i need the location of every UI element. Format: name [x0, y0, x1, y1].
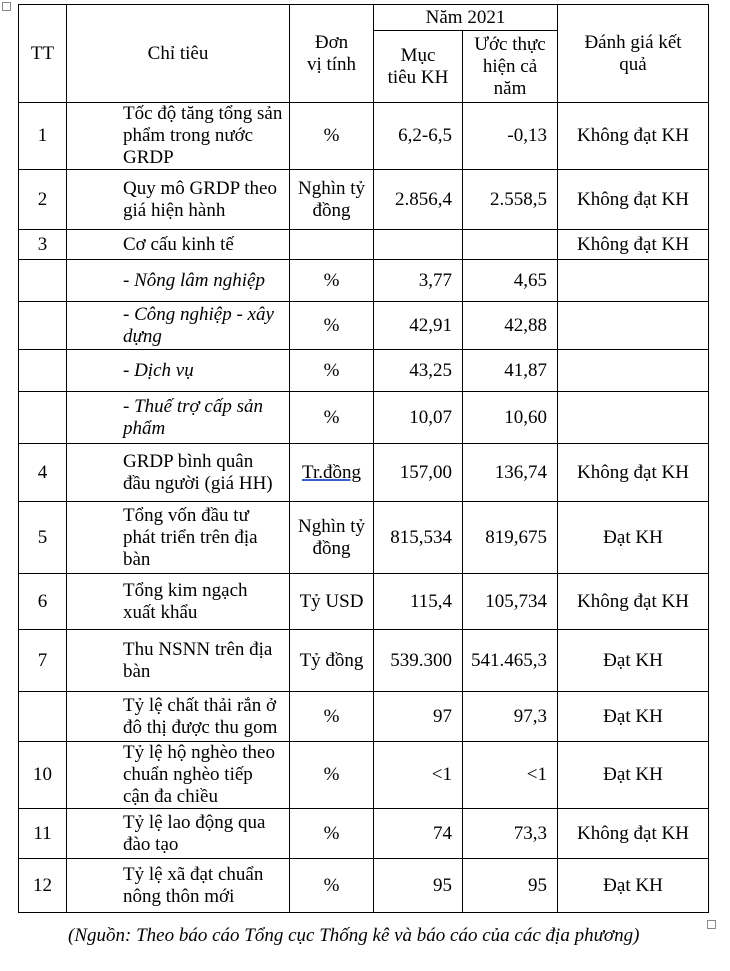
row-target: 539.300: [374, 630, 463, 692]
table-resize-handle[interactable]: [707, 920, 716, 929]
row-target: 10,07: [374, 392, 463, 444]
table-row: [19, 230, 709, 260]
row-unit: %: [290, 350, 374, 392]
row-indicator: Tỷ lệ hộ nghèo theo chuẩn nghèo tiếp cận đa chiều: [67, 742, 290, 809]
header-unit: Đơn vị tính: [290, 5, 374, 103]
row-estimate: 4,65: [463, 260, 558, 302]
table-row: [19, 444, 709, 502]
row-indicator: - Công nghiệp - xây dựng: [67, 302, 290, 350]
row-target: <1: [374, 742, 463, 809]
table-row: [19, 392, 709, 444]
row-target: 43,25: [374, 350, 463, 392]
row-number: 6: [19, 574, 67, 630]
row-target: [374, 230, 463, 260]
row-evaluation: [558, 350, 709, 392]
row-number: 10: [19, 742, 67, 809]
header-estimate: Ước thực hiện cả năm: [463, 31, 558, 103]
row-indicator: Tổng vốn đầu tư phát triển trên địa bàn: [67, 502, 290, 574]
row-estimate: 95: [463, 859, 558, 913]
row-target: 3,77: [374, 260, 463, 302]
row-target: 2.856,4: [374, 170, 463, 230]
row-target: 42,91: [374, 302, 463, 350]
table-row: [19, 170, 709, 230]
row-number: 12: [19, 859, 67, 913]
table-row: [19, 502, 709, 574]
row-estimate: 42,88: [463, 302, 558, 350]
row-evaluation: Không đạt KH: [558, 809, 709, 859]
row-indicator: Tổng kim ngạch xuất khẩu: [67, 574, 290, 630]
row-unit: Tr.đồng: [290, 444, 374, 502]
row-target: 157,00: [374, 444, 463, 502]
row-estimate: <1: [463, 742, 558, 809]
table-body: [19, 103, 709, 913]
row-unit: %: [290, 742, 374, 809]
row-unit: %: [290, 859, 374, 913]
row-evaluation: [558, 260, 709, 302]
row-estimate: [463, 230, 558, 260]
row-estimate: 2.558,5: [463, 170, 558, 230]
row-evaluation: [558, 302, 709, 350]
row-estimate: 10,60: [463, 392, 558, 444]
row-indicator: - Nông lâm nghiệp: [67, 260, 290, 302]
header-target: Mục tiêu KH: [374, 31, 463, 103]
row-unit: %: [290, 302, 374, 350]
row-number: 11: [19, 809, 67, 859]
row-indicator: Tỷ lệ lao động qua đào tạo: [67, 809, 290, 859]
row-evaluation: Đạt KH: [558, 502, 709, 574]
table-row: [19, 574, 709, 630]
header-tt: TT: [19, 5, 67, 103]
row-estimate: 41,87: [463, 350, 558, 392]
row-indicator: - Thuế trợ cấp sản phẩm: [67, 392, 290, 444]
table-row: [19, 859, 709, 913]
row-estimate: 819,675: [463, 502, 558, 574]
row-number: [19, 302, 67, 350]
table-row: [19, 103, 709, 170]
row-unit: Tỷ USD: [290, 574, 374, 630]
row-evaluation: [558, 392, 709, 444]
table-row: [19, 742, 709, 809]
row-indicator: Tỷ lệ chất thải rắn ở đô thị được thu gom: [67, 692, 290, 742]
row-indicator: Tốc độ tăng tổng sản phẩm trong nước GRDP: [67, 103, 290, 170]
row-number: 5: [19, 502, 67, 574]
row-evaluation: Đạt KH: [558, 630, 709, 692]
row-unit: Tỷ đồng: [290, 630, 374, 692]
row-target: 74: [374, 809, 463, 859]
row-estimate: -0,13: [463, 103, 558, 170]
table-row: [19, 630, 709, 692]
row-unit: %: [290, 809, 374, 859]
row-number: [19, 692, 67, 742]
row-evaluation: Không đạt KH: [558, 230, 709, 260]
row-indicator: Cơ cấu kinh tế: [67, 230, 290, 260]
row-evaluation: Không đạt KH: [558, 574, 709, 630]
table-corner-handle[interactable]: [2, 2, 11, 11]
row-evaluation: Đạt KH: [558, 692, 709, 742]
row-number: 4: [19, 444, 67, 502]
table-row: [19, 692, 709, 742]
row-indicator: GRDP bình quân đầu người (giá HH): [67, 444, 290, 502]
row-number: [19, 260, 67, 302]
row-unit: Nghìn tỷ đồng: [290, 502, 374, 574]
row-indicator: Quy mô GRDP theo giá hiện hành: [67, 170, 290, 230]
row-unit: %: [290, 392, 374, 444]
row-number: 2: [19, 170, 67, 230]
header-indicator: Chỉ tiêu: [67, 5, 290, 103]
source-note: (Nguồn: Theo báo cáo Tổng cục Thống kê và báo cáo của các địa phương): [68, 925, 640, 946]
row-indicator: - Dịch vụ: [67, 350, 290, 392]
row-number: 7: [19, 630, 67, 692]
row-number: 3: [19, 230, 67, 260]
row-target: 6,2-6,5: [374, 103, 463, 170]
row-estimate: 136,74: [463, 444, 558, 502]
row-estimate: 105,734: [463, 574, 558, 630]
row-target: 815,534: [374, 502, 463, 574]
row-estimate: 73,3: [463, 809, 558, 859]
row-target: 95: [374, 859, 463, 913]
row-target: 97: [374, 692, 463, 742]
row-unit: Nghìn tỷ đồng: [290, 170, 374, 230]
row-indicator: Tỷ lệ xã đạt chuẩn nông thôn mới: [67, 859, 290, 913]
row-evaluation: Đạt KH: [558, 742, 709, 809]
row-estimate: 97,3: [463, 692, 558, 742]
row-estimate: 541.465,3: [463, 630, 558, 692]
row-number: [19, 350, 67, 392]
row-unit: %: [290, 103, 374, 170]
row-number: [19, 392, 67, 444]
economic-indicators-table: [18, 4, 709, 913]
row-evaluation: Không đạt KH: [558, 103, 709, 170]
table-row: [19, 809, 709, 859]
row-evaluation: Không đạt KH: [558, 170, 709, 230]
table-row: [19, 260, 709, 302]
table-row: [19, 302, 709, 350]
row-unit: %: [290, 260, 374, 302]
row-indicator: Thu NSNN trên địa bàn: [67, 630, 290, 692]
row-evaluation: Không đạt KH: [558, 444, 709, 502]
header-year: Năm 2021: [374, 5, 558, 31]
row-evaluation: Đạt KH: [558, 859, 709, 913]
table-row: [19, 350, 709, 392]
header-evaluation: Đánh giá kết quả: [558, 5, 709, 103]
row-target: 115,4: [374, 574, 463, 630]
row-unit: %: [290, 692, 374, 742]
row-unit: [290, 230, 374, 260]
row-number: 1: [19, 103, 67, 170]
